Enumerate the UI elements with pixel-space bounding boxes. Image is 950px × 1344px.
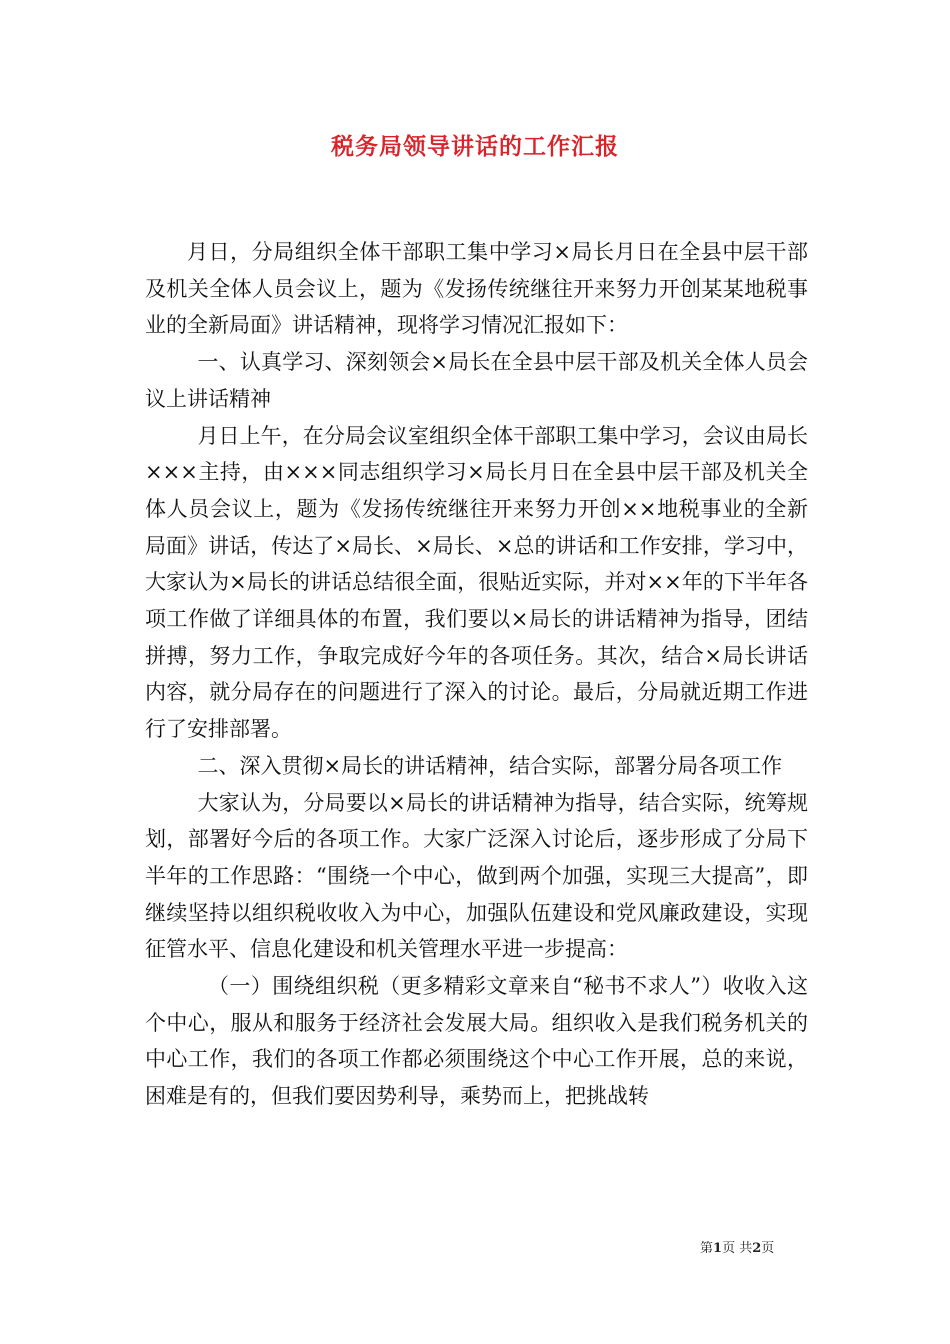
section-one-paragraph: 月日上午，在分局会议室组织全体干部职工集中学习，会议由局长×××主持，由×××同志组织学习×局长月日在全县中层干部及机关全体人员会议上，题为《发扬传统继往开来努力开创××地税事业的全新局面》讲话，传达了×局长、×局长、×总的讲话和工作安排，学习中，大家认为×局长的讲话总结很全面，很贴近实际，并对××年的下半年各项工作做了详细具体的布置，我们要以×局长的讲话精神为指导，团结拼搏，努力工作，争取完成好今年的各项任务。其次，结合×局长讲话内容，就分局存在的问题进行了深入的讨论。最后，分局就近期工作进行了安排部署。 [145,423,808,742]
section-heading-two: 二、深入贯彻×局长的讲话精神，结合实际，部署分局各项工作 [197,753,783,778]
document-title: 税务局领导讲话的工作汇报 [331,133,619,160]
footer-suffix: 页 [761,1241,775,1256]
total-page-number: 2 [752,1241,762,1256]
footer-prefix: 第 [700,1241,714,1256]
intro-paragraph: 月日，分局组织全体干部职工集中学习×局长月日在全县中层干部及机关全体人员会议上，题为《发扬传统继往开来努力开创某某地税事业的全新局面》讲话精神，现将学习情况汇报如下： [145,240,808,338]
document-body [145,234,808,1115]
section-two-paragraph: 大家认为，分局要以×局长的讲话精神为指导，结合实际，统筹规划，部署好今后的各项工作。大家广泛深入讨论后，逐步形成了分局下半年的工作思路：“围绕一个中心，做到两个加强，实现三大提高”，即继续坚持以组织税收收入为中心，加强队伍建设和党风廉政建设，实现征管水平、信息化建设和机关管理水平进一步提高： [145,790,808,962]
page-number-footer [700,1240,820,1258]
current-page-number: 1 [713,1241,723,1256]
subsection-one-paragraph: （一）围绕组织税（更多精彩文章来自“秘书不求人”）收收入这个中心，服从和服务于经济社会发展大局。组织收入是我们税务机关的中心工作，我们的各项工作都必须围绕这个中心工作开展，总的来说，困难是有的，但我们要因势利导，乘势而上，把挑战转 [145,974,808,1109]
footer-middle: 页 共 [722,1241,753,1256]
section-heading-one: 一、认真学习、深刻领会×局长在全县中层干部及机关全体人员会议上讲话精神 [145,350,808,411]
